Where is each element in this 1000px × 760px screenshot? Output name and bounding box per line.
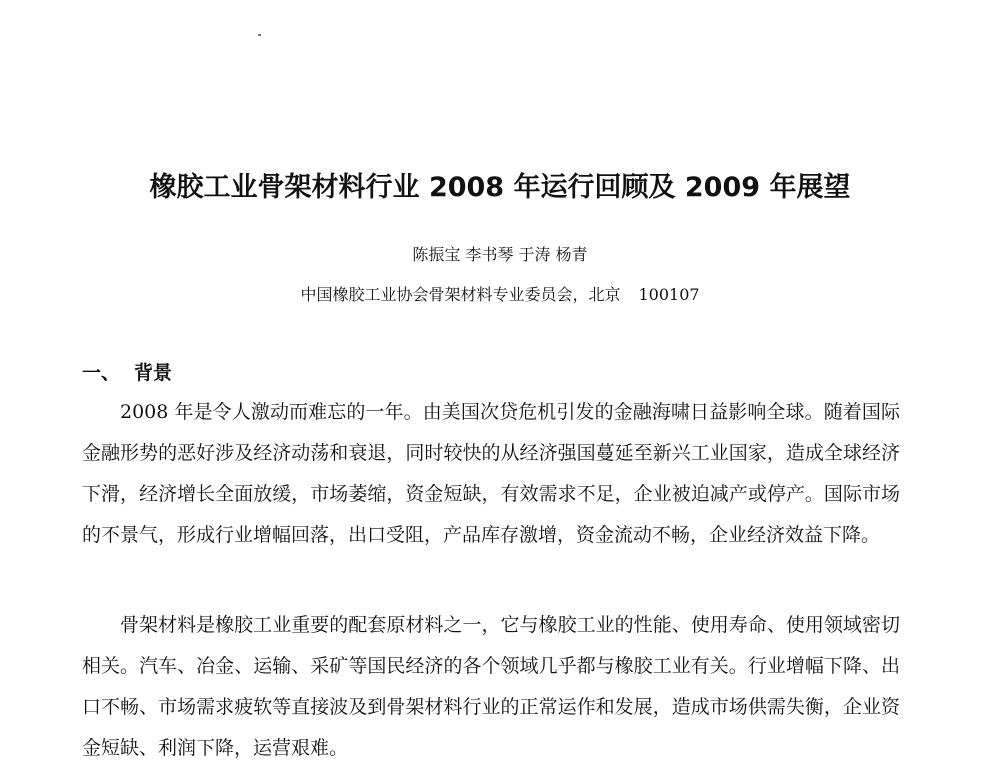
scan-speck — [258, 34, 261, 36]
section-number: 一、 — [82, 362, 121, 384]
author-list: 陈振宝 李书琴 于涛 杨青 — [412, 245, 588, 264]
body-paragraph-2: 骨架材料是橡胶工业重要的配套原材料之一，它与橡胶工业的性能、使用寿命、使用领域密切相关。汽车、冶金、运输、采矿等国民经济的各个领域几乎都与橡胶工业有关。行业增幅下降、出口不畅、市场需求疲软等直接波及到骨架材料行业的正常运作和发展，造成市场供需失衡，企业资金短缺、利润下降，运营艰难。 — [82, 614, 900, 759]
section-title: 背景 — [134, 362, 173, 384]
affiliation-line — [0, 282, 1000, 305]
affiliation-org: 中国橡胶工业协会骨架材料专业委员会，北京 — [300, 285, 621, 304]
section-heading — [82, 358, 172, 385]
paper-title: 橡胶工业骨架材料行业 2008 年运行回顾及 2009 年展望 — [149, 172, 851, 203]
affiliation-zip: 100107 — [638, 285, 700, 304]
body-paragraph-1: 2008 年是令人激动而难忘的一年。由美国次贷危机引发的金融海啸日益影响全球。随着国际金融形势的恶好涉及经济动荡和衰退，同时较快的从经济强国蔓延至新兴工业国家，造成全球经济下滑，经济增长全面放缓，市场萎缩，资金短缺，有效需求不足，企业被迫减产或停产。国际市场的不景气，形成行业增幅回落，出口受阻，产品库存激增，资金流动不畅，企业经济效益下降。 — [82, 401, 900, 546]
